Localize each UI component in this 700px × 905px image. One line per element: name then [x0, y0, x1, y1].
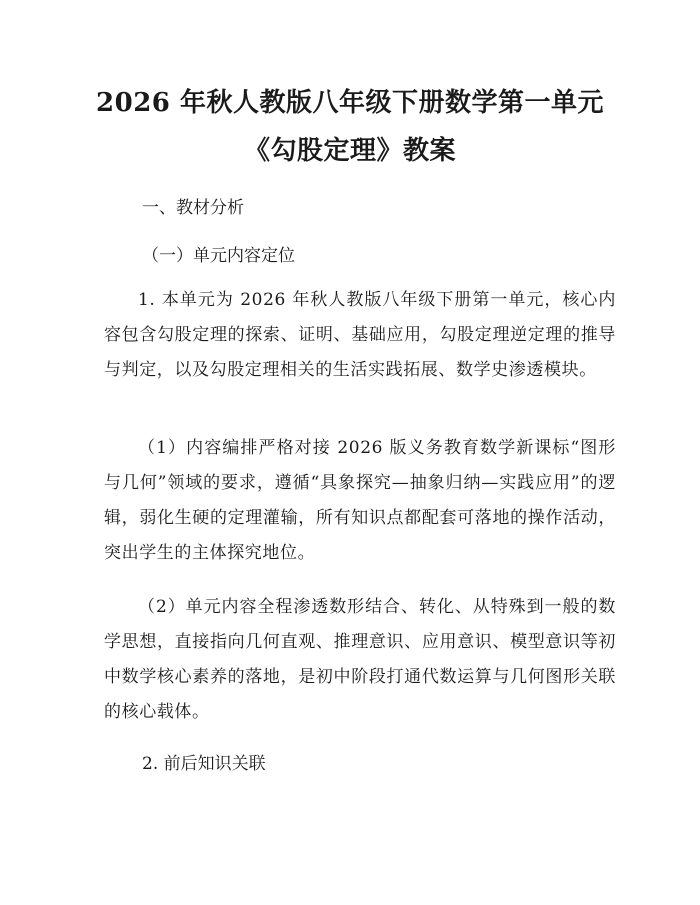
paragraph-unit-overview: 1. 本单元为 2026 年秋人教版八年级下册第一单元，核心内容包含勾股定理的探索、证明、基础应用，勾股定理逆定理的推导与判定，以及勾股定理相关的生活实践拓展、数学史渗透模块。	[104, 290, 616, 380]
item-heading-knowledge-links: 2. 前后知识关联	[142, 754, 266, 774]
section-heading: 一、教材分析	[142, 198, 244, 218]
paragraph-curriculum-alignment: （1）内容编排严格对接 2026 版义务教育数学新课标“图形与几何”领域的要求，遵循“具象探究—抽象归纳—实践应用”的逻辑，弱化生硬的定理灌输，所有知识点都配套可落地的操作活动，突出学生的主体探究地位。	[104, 438, 616, 563]
document-title-line-1: 2026 年秋人教版八年级下册数学第一单元	[96, 88, 604, 118]
paragraph-math-thinking: （2）单元内容全程渗透数形结合、转化、从特殊到一般的数学思想，直接指向几何直观、推理意识、应用意识、模型意识等初中数学核心素养的落地，是初中阶段打通代数运算与几何图形关联的核心载体。	[104, 597, 616, 722]
document-title-line-2: 《勾股定理》教案	[243, 136, 456, 166]
subsection-heading: （一）单元内容定位	[142, 246, 295, 266]
